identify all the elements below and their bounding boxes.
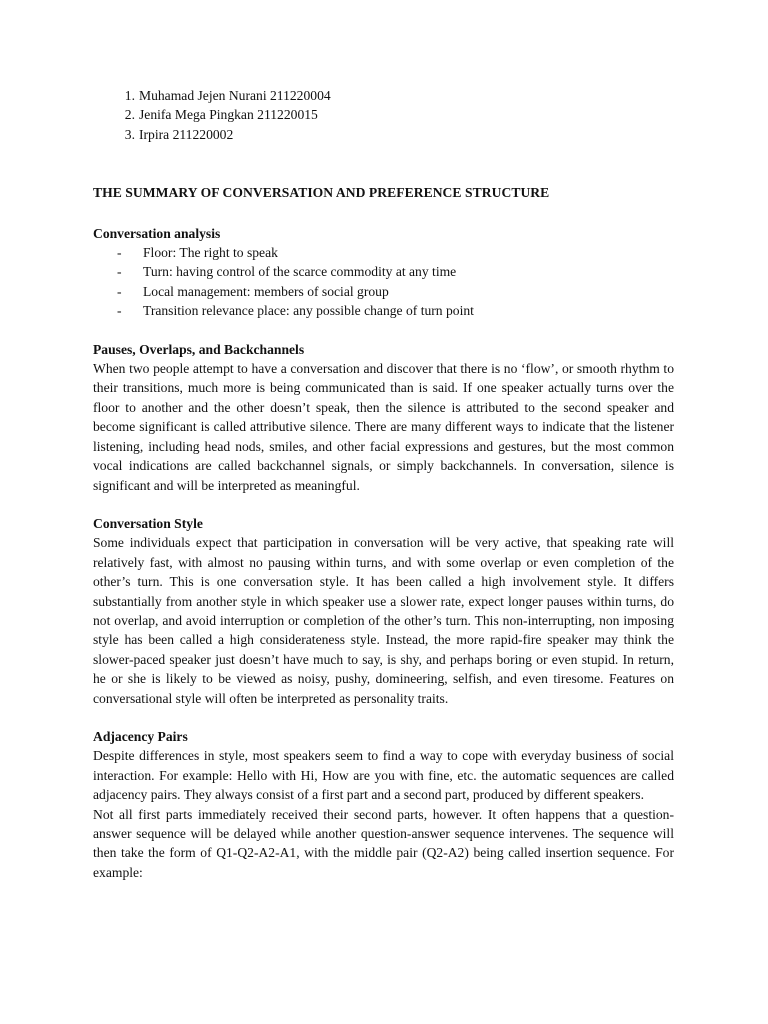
heading-pauses-overlaps-backchannels: Pauses, Overlaps, and Backchannels [93,341,305,357]
member-number: 1. [124,88,135,103]
group-members-list [93,86,674,144]
paragraph-adjacency-1: Despite differences in style, most speakers seem to find a way to cope with everyday business of social interaction. For example: Hello with Hi, How are you with fine, etc. the automatic sequences are called adjacency pairs. They always consist of a first part and a second part, produced by different speakers. [93,748,674,803]
dash-bullet: - [117,245,122,261]
dash-bullet: - [117,264,122,280]
paragraph-adjacency-2: Not all first parts immediately received their second parts, however. It often happens that a question-answer sequence will be delayed while another question-answer sequence intervenes. The sequence will then take the form of Q1-Q2-A2-A1, with the middle pair (Q2-A2) being called insertion sequence. For example: [93,806,674,880]
heading-adjacency-pairs: Adjacency Pairs [93,728,188,744]
member-name: Jenifa Mega Pingkan 211220015 [139,107,318,123]
member-item [93,105,674,124]
document-content [93,86,674,882]
list-item-text: Local management: members of social group [143,283,389,299]
list-item [93,243,674,262]
member-item [93,86,674,105]
heading-conversation-style: Conversation Style [93,515,203,531]
member-name: Muhamad Jejen Nurani 211220004 [139,88,331,103]
list-item-text: Transition relevance place: any possible change of turn point [143,303,474,319]
member-item [93,125,674,144]
member-number: 3. [124,126,135,142]
heading-conversation-analysis: Conversation analysis [93,225,221,241]
list-item-text: Floor: The right to speak [143,245,278,261]
list-item-text: Turn: having control of the scarce commodity at any time [143,264,457,280]
document-title: THE SUMMARY OF CONVERSATION AND PREFERENCE STRUCTURE [93,185,550,201]
conversation-analysis-list [93,243,674,321]
member-name: Irpira 211220002 [139,126,234,142]
list-item [93,262,674,281]
dash-bullet: - [117,303,122,319]
dash-bullet: - [117,283,122,299]
list-item [93,282,674,301]
paragraph-conversation-style: Some individuals expect that participation in conversation will be very active, that speaking rate will relatively fast, with almost no pausing within turns, and with some overlap or even completion of the other’s turn. This is one conversation style. It has been called a high involvement style. It differs substantially from another style in which speaker use a slower rate, expect longer pauses within turns, do not overlap, and avoid interruption or completion of the other’s turn. This non-interrupting, non imposing style has been called a high considerateness style. Instead, the more rapid-fire speaker may think the slower-paced speaker just doesn’t have much to say, is shy, and perhaps boring or even stupid. In return, he or she is likely to be viewed as noisy, pushy, domineering, selfish, and even tiresome. Features on conversational style will often be interpreted as personality traits. [93,535,674,706]
member-number: 2. [124,107,135,123]
list-item [93,301,674,320]
paragraph-pauses: When two people attempt to have a conversation and discover that there is no ‘flow’, or smooth rhythm to their transitions, much more is being communicated than is said. If one speaker actually turns over the floor to another and the other doesn’t speak, then the silence is attributed to the second speaker and become significant is called attributive silence. There are many different ways to indicate that the listener listening, including head nods, smiles, and other facial expressions and gestures, but the most common vocal indications are called backchannel signals, or simply backchannels. In conversation, silence is significant and will be interpreted as meaningful. [93,361,674,493]
